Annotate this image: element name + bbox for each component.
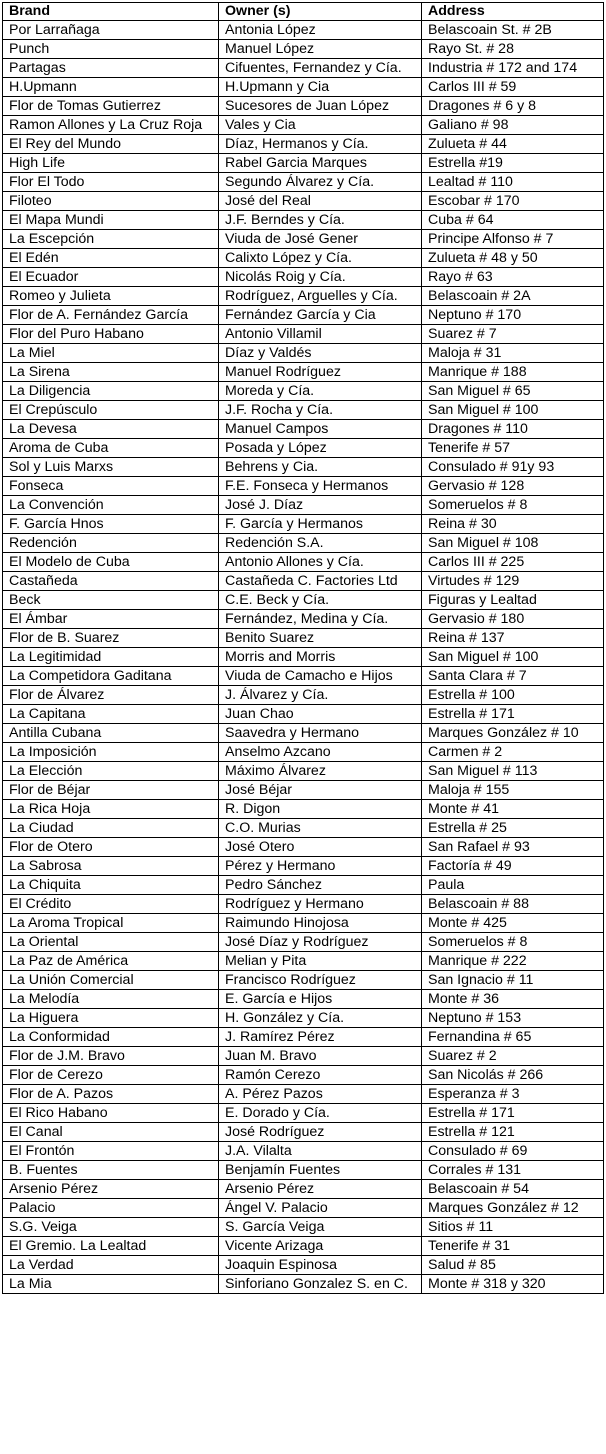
owner-cell: Manuel Campos bbox=[219, 420, 422, 439]
brand-cell: La Diligencia bbox=[3, 382, 219, 401]
address-cell: San Rafael # 93 bbox=[422, 838, 604, 857]
table-row bbox=[3, 762, 604, 781]
address-cell: Dragones # 6 y 8 bbox=[422, 97, 604, 116]
table-row bbox=[3, 173, 604, 192]
table-row bbox=[3, 477, 604, 496]
address-cell: Dragones # 110 bbox=[422, 420, 604, 439]
owner-cell: Nicolás Roig y Cía. bbox=[219, 268, 422, 287]
table-row bbox=[3, 705, 604, 724]
address-cell: Principe Alfonso # 7 bbox=[422, 230, 604, 249]
owner-cell: José J. Díaz bbox=[219, 496, 422, 515]
owner-cell: Rodríguez, Arguelles y Cía. bbox=[219, 287, 422, 306]
owner-cell: F.E. Fonseca y Hermanos bbox=[219, 477, 422, 496]
brand-cell: La Competidora Gaditana bbox=[3, 667, 219, 686]
owner-cell: Francisco Rodríguez bbox=[219, 971, 422, 990]
address-cell: Figuras y Lealtad bbox=[422, 591, 604, 610]
table-row bbox=[3, 648, 604, 667]
address-cell: Maloja # 31 bbox=[422, 344, 604, 363]
owner-cell: Arsenio Pérez bbox=[219, 1180, 422, 1199]
table-row bbox=[3, 1085, 604, 1104]
table-row bbox=[3, 401, 604, 420]
brand-cell: Flor de B. Suarez bbox=[3, 629, 219, 648]
table-row bbox=[3, 952, 604, 971]
owner-cell: S. García Veiga bbox=[219, 1218, 422, 1237]
table-row bbox=[3, 1161, 604, 1180]
owner-cell: Anselmo Azcano bbox=[219, 743, 422, 762]
address-cell: Neptuno # 170 bbox=[422, 306, 604, 325]
brand-cell: La Imposición bbox=[3, 743, 219, 762]
owner-cell: José del Real bbox=[219, 192, 422, 211]
brand-cell: Fonseca bbox=[3, 477, 219, 496]
address-cell: Escobar # 170 bbox=[422, 192, 604, 211]
brand-cell: Aroma de Cuba bbox=[3, 439, 219, 458]
table-row bbox=[3, 306, 604, 325]
table-row bbox=[3, 1104, 604, 1123]
brand-cell: Romeo y Julieta bbox=[3, 287, 219, 306]
address-cell: Cuba # 64 bbox=[422, 211, 604, 230]
brand-cell: El Edén bbox=[3, 249, 219, 268]
table-row bbox=[3, 838, 604, 857]
brand-cell: Flor de J.M. Bravo bbox=[3, 1047, 219, 1066]
table-row bbox=[3, 591, 604, 610]
address-cell: San Nicolás # 266 bbox=[422, 1066, 604, 1085]
table-row bbox=[3, 59, 604, 78]
address-cell: Tenerife # 31 bbox=[422, 1237, 604, 1256]
brand-cell: La Legitimidad bbox=[3, 648, 219, 667]
table-row bbox=[3, 933, 604, 952]
table-row bbox=[3, 21, 604, 40]
table-row bbox=[3, 895, 604, 914]
brand-cell: Flor de Álvarez bbox=[3, 686, 219, 705]
owner-cell: Máximo Álvarez bbox=[219, 762, 422, 781]
owner-cell: Díaz, Hermanos y Cía. bbox=[219, 135, 422, 154]
brand-cell: Arsenio Pérez bbox=[3, 1180, 219, 1199]
owner-cell: J.A. Vilalta bbox=[219, 1142, 422, 1161]
address-cell: Reina # 137 bbox=[422, 629, 604, 648]
table-row bbox=[3, 230, 604, 249]
address-cell: Santa Clara # 7 bbox=[422, 667, 604, 686]
table-row bbox=[3, 154, 604, 173]
owner-cell: Calixto López y Cía. bbox=[219, 249, 422, 268]
owner-cell: H. González y Cía. bbox=[219, 1009, 422, 1028]
owner-cell: José Otero bbox=[219, 838, 422, 857]
owner-cell: Ángel V. Palacio bbox=[219, 1199, 422, 1218]
address-cell: Monte # 41 bbox=[422, 800, 604, 819]
table-row bbox=[3, 325, 604, 344]
brand-cell: La Mia bbox=[3, 1275, 219, 1294]
address-cell: Manrique # 188 bbox=[422, 363, 604, 382]
owner-cell: Castañeda C. Factories Ltd bbox=[219, 572, 422, 591]
owner-cell: Posada y López bbox=[219, 439, 422, 458]
owner-cell: E. García e Hijos bbox=[219, 990, 422, 1009]
owner-cell: Pedro Sánchez bbox=[219, 876, 422, 895]
address-cell: San Ignacio # 11 bbox=[422, 971, 604, 990]
owner-cell: José Díaz y Rodríguez bbox=[219, 933, 422, 952]
address-cell: Tenerife # 57 bbox=[422, 439, 604, 458]
owner-cell: Benjamín Fuentes bbox=[219, 1161, 422, 1180]
address-cell: Maloja # 155 bbox=[422, 781, 604, 800]
owner-cell: Díaz y Valdés bbox=[219, 344, 422, 363]
address-cell: Suarez # 7 bbox=[422, 325, 604, 344]
brand-cell: La Capitana bbox=[3, 705, 219, 724]
owner-cell: Raimundo Hinojosa bbox=[219, 914, 422, 933]
brand-cell: La Elección bbox=[3, 762, 219, 781]
table-row bbox=[3, 800, 604, 819]
owner-cell: Rabel Garcia Marques bbox=[219, 154, 422, 173]
brand-cell: Flor de Otero bbox=[3, 838, 219, 857]
address-cell: Consulado # 69 bbox=[422, 1142, 604, 1161]
owner-cell: Benito Suarez bbox=[219, 629, 422, 648]
brand-cell: El Ámbar bbox=[3, 610, 219, 629]
owner-cell: Sucesores de Juan López bbox=[219, 97, 422, 116]
owner-cell: J. Álvarez y Cía. bbox=[219, 686, 422, 705]
address-cell: Manrique # 222 bbox=[422, 952, 604, 971]
table-row bbox=[3, 534, 604, 553]
address-cell: San Miguel # 100 bbox=[422, 401, 604, 420]
brand-cell: El Mapa Mundi bbox=[3, 211, 219, 230]
brand-cell: La Unión Comercial bbox=[3, 971, 219, 990]
table-row bbox=[3, 458, 604, 477]
address-cell: Gervasio # 180 bbox=[422, 610, 604, 629]
table-row bbox=[3, 1009, 604, 1028]
table-row bbox=[3, 990, 604, 1009]
brand-cell: Redención bbox=[3, 534, 219, 553]
table-row bbox=[3, 781, 604, 800]
brand-cell: High Life bbox=[3, 154, 219, 173]
address-cell: Carlos III # 225 bbox=[422, 553, 604, 572]
owner-cell: A. Pérez Pazos bbox=[219, 1085, 422, 1104]
table-row bbox=[3, 724, 604, 743]
address-cell: Reina # 30 bbox=[422, 515, 604, 534]
table-row bbox=[3, 857, 604, 876]
address-cell: Estrella #19 bbox=[422, 154, 604, 173]
table-row bbox=[3, 819, 604, 838]
owner-cell: H.Upmann y Cia bbox=[219, 78, 422, 97]
table-row bbox=[3, 211, 604, 230]
address-cell: Zulueta # 44 bbox=[422, 135, 604, 154]
brand-cell: La Melodía bbox=[3, 990, 219, 1009]
owner-cell: Antonia López bbox=[219, 21, 422, 40]
table-row bbox=[3, 971, 604, 990]
brands-table bbox=[2, 2, 604, 1294]
owner-cell: E. Dorado y Cía. bbox=[219, 1104, 422, 1123]
brand-cell: El Crepúsculo bbox=[3, 401, 219, 420]
table-row bbox=[3, 1123, 604, 1142]
owner-cell: C.E. Beck y Cía. bbox=[219, 591, 422, 610]
owner-cell: Joaquin Espinosa bbox=[219, 1256, 422, 1275]
address-cell: San Miguel # 108 bbox=[422, 534, 604, 553]
table-row bbox=[3, 192, 604, 211]
owner-cell: Viuda de Camacho e Hijos bbox=[219, 667, 422, 686]
brand-cell: Flor del Puro Habano bbox=[3, 325, 219, 344]
brand-cell: La Escepción bbox=[3, 230, 219, 249]
address-cell: Lealtad # 110 bbox=[422, 173, 604, 192]
brand-cell: Ramon Allones y La Cruz Roja bbox=[3, 116, 219, 135]
table-row bbox=[3, 135, 604, 154]
brand-cell: Flor de Cerezo bbox=[3, 1066, 219, 1085]
address-cell: Sitios # 11 bbox=[422, 1218, 604, 1237]
address-cell: San Miguel # 65 bbox=[422, 382, 604, 401]
brand-cell: La Conformidad bbox=[3, 1028, 219, 1047]
owner-cell: Cifuentes, Fernandez y Cía. bbox=[219, 59, 422, 78]
brand-cell: La Verdad bbox=[3, 1256, 219, 1275]
table-row bbox=[3, 553, 604, 572]
brand-cell: Por Larrañaga bbox=[3, 21, 219, 40]
brand-cell: Flor de Tomas Gutierrez bbox=[3, 97, 219, 116]
header-address: Address bbox=[422, 3, 604, 21]
table-row bbox=[3, 572, 604, 591]
table-row bbox=[3, 1180, 604, 1199]
brand-cell: Filoteo bbox=[3, 192, 219, 211]
address-cell: Estrella # 171 bbox=[422, 1104, 604, 1123]
brand-cell: Flor de Béjar bbox=[3, 781, 219, 800]
table-row bbox=[3, 515, 604, 534]
table-row bbox=[3, 1047, 604, 1066]
address-cell: Estrella # 121 bbox=[422, 1123, 604, 1142]
address-cell: Monte # 318 y 320 bbox=[422, 1275, 604, 1294]
header-owner: Owner (s) bbox=[219, 3, 422, 21]
brand-cell: La Miel bbox=[3, 344, 219, 363]
table-row bbox=[3, 1142, 604, 1161]
address-cell: Gervasio # 128 bbox=[422, 477, 604, 496]
owner-cell: Rodríguez y Hermano bbox=[219, 895, 422, 914]
address-cell: Estrella # 171 bbox=[422, 705, 604, 724]
brand-cell: H.Upmann bbox=[3, 78, 219, 97]
brand-cell: Partagas bbox=[3, 59, 219, 78]
address-cell: Estrella # 100 bbox=[422, 686, 604, 705]
brand-cell: La Rica Hoja bbox=[3, 800, 219, 819]
table-row bbox=[3, 629, 604, 648]
owner-cell: Sinforiano Gonzalez S. en C. bbox=[219, 1275, 422, 1294]
table-row bbox=[3, 876, 604, 895]
brand-cell: El Ecuador bbox=[3, 268, 219, 287]
brand-cell: El Rico Habano bbox=[3, 1104, 219, 1123]
table-row bbox=[3, 667, 604, 686]
brand-cell: Castañeda bbox=[3, 572, 219, 591]
brand-cell: B. Fuentes bbox=[3, 1161, 219, 1180]
owner-cell: Juan Chao bbox=[219, 705, 422, 724]
owner-cell: J. Ramírez Pérez bbox=[219, 1028, 422, 1047]
address-cell: Belascoain St. # 2B bbox=[422, 21, 604, 40]
brand-cell: El Modelo de Cuba bbox=[3, 553, 219, 572]
brand-cell: Antilla Cubana bbox=[3, 724, 219, 743]
owner-cell: Behrens y Cia. bbox=[219, 458, 422, 477]
owner-cell: Redención S.A. bbox=[219, 534, 422, 553]
owner-cell: R. Digon bbox=[219, 800, 422, 819]
table-row bbox=[3, 116, 604, 135]
table-row bbox=[3, 743, 604, 762]
address-cell: Consulado # 91y 93 bbox=[422, 458, 604, 477]
owner-cell: José Béjar bbox=[219, 781, 422, 800]
address-cell: Neptuno # 153 bbox=[422, 1009, 604, 1028]
brand-cell: La Paz de América bbox=[3, 952, 219, 971]
brand-cell: La Aroma Tropical bbox=[3, 914, 219, 933]
address-cell: Marques González # 12 bbox=[422, 1199, 604, 1218]
table-row bbox=[3, 420, 604, 439]
address-cell: Carlos III # 59 bbox=[422, 78, 604, 97]
owner-cell: Fernández, Medina y Cía. bbox=[219, 610, 422, 629]
brand-cell: El Canal bbox=[3, 1123, 219, 1142]
owner-cell: Moreda y Cía. bbox=[219, 382, 422, 401]
table-body bbox=[3, 21, 604, 1294]
table-row bbox=[3, 1256, 604, 1275]
brand-cell: Flor de A. Fernández García bbox=[3, 306, 219, 325]
address-cell: Carmen # 2 bbox=[422, 743, 604, 762]
brand-cell: La Ciudad bbox=[3, 819, 219, 838]
table-row bbox=[3, 40, 604, 59]
address-cell: Estrella # 25 bbox=[422, 819, 604, 838]
owner-cell: J.F. Rocha y Cía. bbox=[219, 401, 422, 420]
table-row bbox=[3, 686, 604, 705]
owner-cell: Vales y Cia bbox=[219, 116, 422, 135]
address-cell: Fernandina # 65 bbox=[422, 1028, 604, 1047]
address-cell: Esperanza # 3 bbox=[422, 1085, 604, 1104]
owner-cell: Segundo Álvarez y Cía. bbox=[219, 173, 422, 192]
address-cell: Belascoain # 88 bbox=[422, 895, 604, 914]
address-cell: Monte # 36 bbox=[422, 990, 604, 1009]
brand-cell: Flor El Todo bbox=[3, 173, 219, 192]
brand-cell: Flor de A. Pazos bbox=[3, 1085, 219, 1104]
table-row bbox=[3, 1066, 604, 1085]
table-row bbox=[3, 1199, 604, 1218]
owner-cell: Manuel López bbox=[219, 40, 422, 59]
address-cell: Galiano # 98 bbox=[422, 116, 604, 135]
address-cell: Industria # 172 and 174 bbox=[422, 59, 604, 78]
table-row bbox=[3, 914, 604, 933]
address-cell: Belascoain # 2A bbox=[422, 287, 604, 306]
owner-cell: Melian y Pita bbox=[219, 952, 422, 971]
address-cell: Zulueta # 48 y 50 bbox=[422, 249, 604, 268]
table-row bbox=[3, 287, 604, 306]
header-brand: Brand bbox=[3, 3, 219, 21]
brand-cell: La Higuera bbox=[3, 1009, 219, 1028]
brand-cell: La Oriental bbox=[3, 933, 219, 952]
table-row bbox=[3, 1028, 604, 1047]
brand-cell: El Frontón bbox=[3, 1142, 219, 1161]
brand-cell: S.G. Veiga bbox=[3, 1218, 219, 1237]
brand-cell: F. García Hnos bbox=[3, 515, 219, 534]
brand-cell: La Sabrosa bbox=[3, 857, 219, 876]
address-cell: Suarez # 2 bbox=[422, 1047, 604, 1066]
address-cell: Salud # 85 bbox=[422, 1256, 604, 1275]
address-cell: Belascoain # 54 bbox=[422, 1180, 604, 1199]
table-row bbox=[3, 382, 604, 401]
address-cell: Virtudes # 129 bbox=[422, 572, 604, 591]
owner-cell: Juan M. Bravo bbox=[219, 1047, 422, 1066]
address-cell: Someruelos # 8 bbox=[422, 933, 604, 952]
owner-cell: F. García y Hermanos bbox=[219, 515, 422, 534]
brand-cell: El Crédito bbox=[3, 895, 219, 914]
owner-cell: Pérez y Hermano bbox=[219, 857, 422, 876]
address-cell: San Miguel # 100 bbox=[422, 648, 604, 667]
table-row bbox=[3, 249, 604, 268]
address-cell: Someruelos # 8 bbox=[422, 496, 604, 515]
address-cell: Marques González # 10 bbox=[422, 724, 604, 743]
owner-cell: Vicente Arizaga bbox=[219, 1237, 422, 1256]
header-row bbox=[3, 3, 604, 21]
brand-cell: El Gremio. La Lealtad bbox=[3, 1237, 219, 1256]
table-row bbox=[3, 496, 604, 515]
address-cell: Factoría # 49 bbox=[422, 857, 604, 876]
brand-cell: Sol y Luis Marxs bbox=[3, 458, 219, 477]
owner-cell: J.F. Berndes y Cía. bbox=[219, 211, 422, 230]
table-row bbox=[3, 268, 604, 287]
brand-cell: Punch bbox=[3, 40, 219, 59]
owner-cell: Manuel Rodríguez bbox=[219, 363, 422, 382]
owner-cell: Morris and Morris bbox=[219, 648, 422, 667]
owner-cell: Antonio Villamil bbox=[219, 325, 422, 344]
table-row bbox=[3, 610, 604, 629]
brand-cell: Palacio bbox=[3, 1199, 219, 1218]
address-cell: Paula bbox=[422, 876, 604, 895]
table-row bbox=[3, 1237, 604, 1256]
owner-cell: Viuda de José Gener bbox=[219, 230, 422, 249]
brand-cell: La Convención bbox=[3, 496, 219, 515]
table-row bbox=[3, 1218, 604, 1237]
owner-cell: C.O. Murias bbox=[219, 819, 422, 838]
owner-cell: Antonio Allones y Cía. bbox=[219, 553, 422, 572]
table-row bbox=[3, 97, 604, 116]
brand-cell: La Devesa bbox=[3, 420, 219, 439]
brand-cell: Beck bbox=[3, 591, 219, 610]
brand-cell: El Rey del Mundo bbox=[3, 135, 219, 154]
brand-cell: La Sirena bbox=[3, 363, 219, 382]
owner-cell: Ramón Cerezo bbox=[219, 1066, 422, 1085]
owner-cell: José Rodríguez bbox=[219, 1123, 422, 1142]
address-cell: Monte # 425 bbox=[422, 914, 604, 933]
table-row bbox=[3, 439, 604, 458]
owner-cell: Saavedra y Hermano bbox=[219, 724, 422, 743]
table-row bbox=[3, 363, 604, 382]
owner-cell: Fernández García y Cia bbox=[219, 306, 422, 325]
table-row bbox=[3, 78, 604, 97]
table-row bbox=[3, 1275, 604, 1294]
address-cell: San Miguel # 113 bbox=[422, 762, 604, 781]
brand-cell: La Chiquita bbox=[3, 876, 219, 895]
address-cell: Rayo St. # 28 bbox=[422, 40, 604, 59]
table-row bbox=[3, 344, 604, 363]
address-cell: Corrales # 131 bbox=[422, 1161, 604, 1180]
address-cell: Rayo # 63 bbox=[422, 268, 604, 287]
